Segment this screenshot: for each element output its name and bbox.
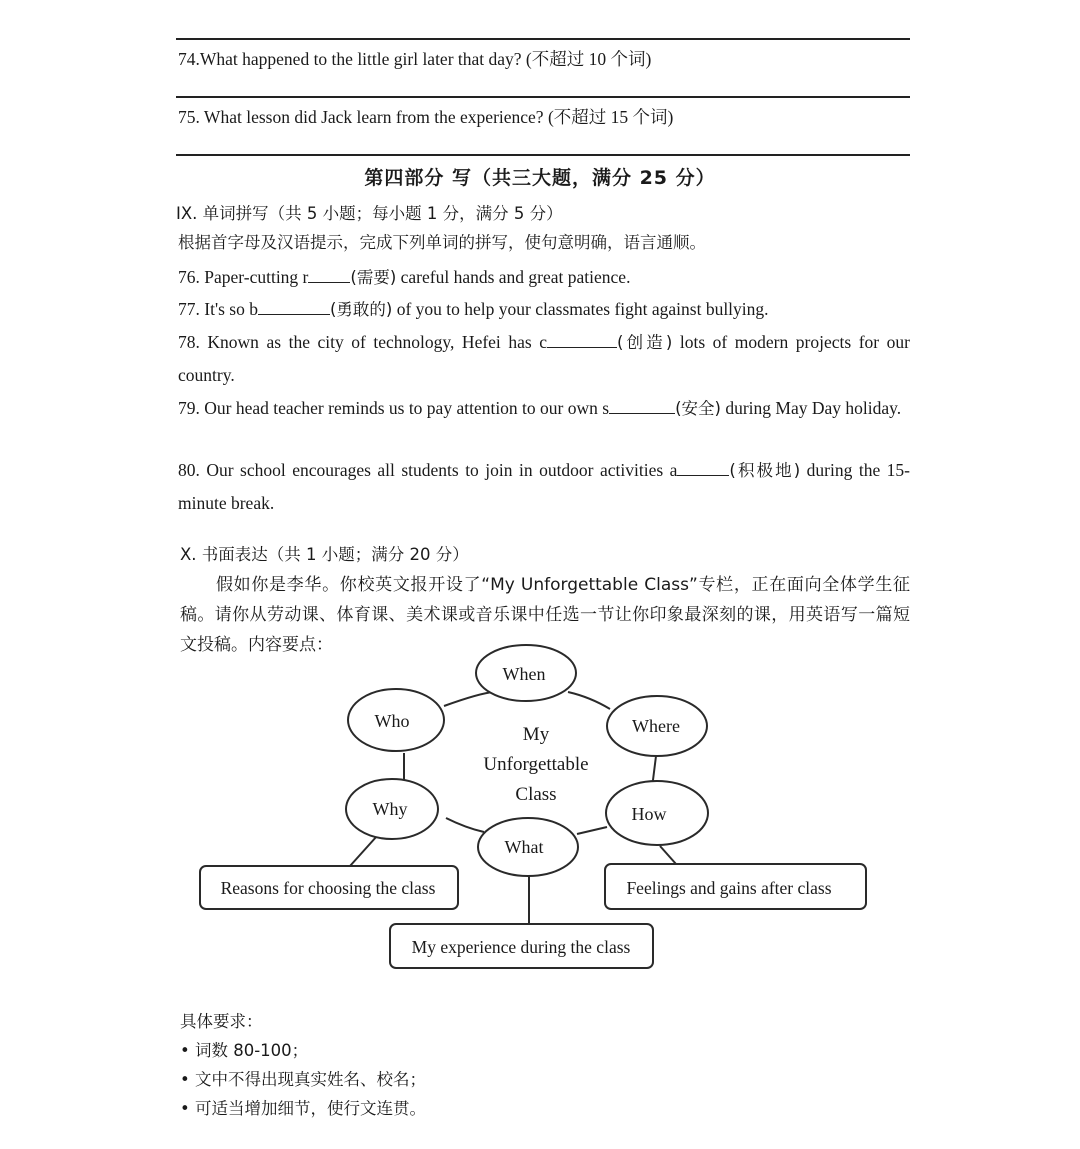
item-77-text-before: 77. It's so b [178,299,258,319]
question-74: 74.What happened to the little girl later that day? (不超过 10 个词) [178,49,652,69]
label-feelings: Feelings and gains after class [626,878,832,898]
label-when: When [502,664,546,684]
part9-heading: IX. 单词拼写（共 5 小题；每小题 1 分，满分 5 分） [176,204,563,223]
part10-heading: X. 书面表达（共 1 小题；满分 20 分） [180,545,469,564]
connector-what-why [446,818,484,832]
question-75: 75. What lesson did Jack learn from the experience? (不超过 15 个词) [178,107,674,127]
center-line-1: My [522,724,550,745]
connector-how-feelings [660,846,676,864]
item-79-hint: (安全) [675,399,721,418]
connector-who-when [444,692,494,706]
connector-why-reasons [350,836,377,866]
item-76-text-after: careful hands and great patience. [396,267,631,287]
connector-when-where [568,692,610,709]
label-what: What [504,837,544,857]
writing-prompt: 假如你是李华。你校英文报开设了“My Unforgettable Class”专栏，正在面向全体学生征稿。请你从劳动课、体育课、美术课或音乐课中任选一节让你印象最深刻的课，用英语写一篇短文投稿。内容要点： [180,575,910,655]
item-80-text-after: during the 15-minute break. [178,460,911,513]
requirements-heading: 具体要求： [180,1012,263,1031]
label-reasons: Reasons for choosing the class [220,878,436,898]
requirement-1: • 词数 80-100； [180,1037,308,1065]
item-78-text-after: lots of modern projects for our country. [178,332,910,385]
item-78-hint: (创造) [616,333,673,352]
item-79-text-before: 79. Our head teacher reminds us to pay attention to our own s [178,398,610,418]
item-78-text-before: 78. Known as the city of technology, Hefei has c [178,332,547,352]
center-line-2: Unforgettable [483,754,589,775]
part9-instruction: 根据首字母及汉语提示，完成下列单词的拼写，使句意明确，语言通顺。 [178,233,706,252]
item-80-hint: (积极地) [729,461,801,480]
label-how: How [631,804,667,824]
requirement-3: • 可适当增加细节，使行文连贯。 [180,1095,426,1123]
label-why: Why [372,799,408,819]
label-experience: My experience during the class [411,937,631,957]
item-77-hint: (勇敢的) [329,300,393,319]
item-76-text-before: 76. Paper-cutting r [178,267,309,287]
section-title: 第四部分 写（共三大题，满分 25 分） [364,167,716,189]
item-76-hint: (需要) [350,268,397,287]
center-line-3: Class [515,784,557,805]
item-79-text-after: during May Day holiday. [720,398,902,418]
item-80-text-before: 80. Our school encourages all students to join in outdoor activities a [178,460,678,480]
requirement-2: • 文中不得出现真实姓名、校名； [180,1066,426,1094]
label-where: Where [632,716,680,736]
connector-how-what [577,827,607,834]
item-77-text-after: of you to help your classmates fight against bullying. [392,299,769,319]
label-who: Who [374,711,410,731]
